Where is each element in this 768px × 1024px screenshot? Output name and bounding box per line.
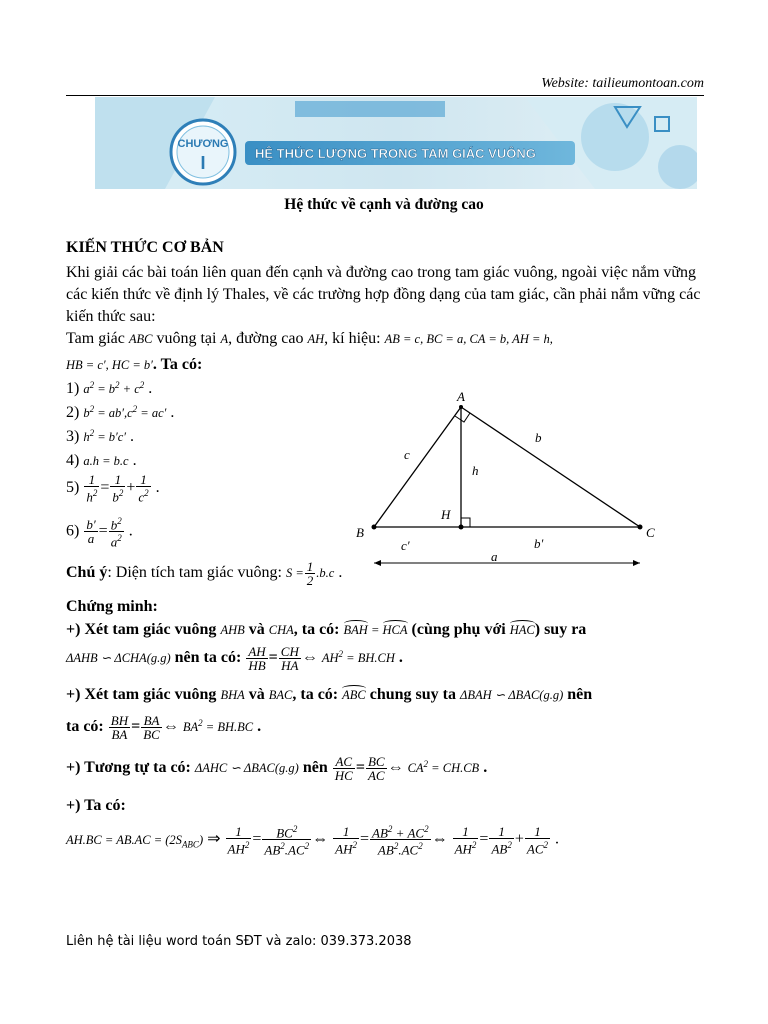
side-ac xyxy=(461,407,640,527)
website-url: Website: tailieumontoan.com xyxy=(541,76,704,91)
proof-3-line: +) Tương tự ta có: ΔAHC ∽ ΔBAC(g.g) nên $\frac{AC}{HC}$ = $\frac{BC}{AC}$ ⇔ $CA^2 = CH.CB$ . xyxy=(66,754,488,783)
page-title: Hệ thức về cạnh và đường cao xyxy=(284,196,484,213)
formula-1: 1) $a^2 = b^2 + c^2$ . xyxy=(66,380,153,398)
proof-4-result: $AH.BC = AB.AC = (2S_{ABC})$ ⇒ $\frac{1}{AH^2}$ = $\frac{BC^2}{AB^2.AC^2}$ ⇔ $\frac{1}{AH^2}$ = $\frac{AB^2 + AC^2}{AB^2.AC^2}$ ⇔ $\frac{1}{AH^2}$ = $\frac{1}{AB^2}$ + $\frac{1}{AC^2}$ . xyxy=(66,823,559,858)
label-side-a: a xyxy=(491,549,498,564)
right-triangle-figure xyxy=(340,385,670,575)
proof-1-line: +) Xét tam giác vuông AHB và CHA, ta có: BAH = HCA (cùng phụ với HAC) suy ra xyxy=(66,621,587,638)
banner-chapter-label: CHƯƠNG xyxy=(177,138,229,150)
formula-4: 4) a.h = b.c . xyxy=(66,452,137,469)
label-foot-h: H xyxy=(441,507,451,522)
intro-paragraph: Khi giải các bài toán liên quan đến cạnh và đường cao trong tam giác vuông, ngoài việc nắm vững các kiến thức về định lý Thales, về các trường hợp đồng dạng của tam giác, cần phải nắm vững các kiến thức sau: xyxy=(66,264,701,325)
label-vertex-a: A xyxy=(457,389,465,404)
proof-heading: Chứng minh: xyxy=(66,598,158,615)
right-angle-mark-a xyxy=(455,413,470,422)
footer-contact: Liên hệ tài liệu word toán SĐT và zalo: 039.373.2038 xyxy=(66,934,412,949)
section-heading: KIẾN THỨC CƠ BẢN xyxy=(66,239,224,256)
banner-chapter-number: I xyxy=(200,153,206,173)
chapter-banner xyxy=(95,97,697,189)
proof-2-result: ta có: $\frac{BH}{BA}$ = $\frac{BA}{BC}$ ⇔ $BA^2 = BH.BC$ . xyxy=(66,713,262,742)
header-divider xyxy=(66,95,704,96)
label-vertex-c: C xyxy=(646,525,655,540)
label-segment-b-prime: b′ xyxy=(534,536,544,551)
formula-3: 3) $h^2 = b'c'$ . xyxy=(66,428,135,446)
label-height-h: h xyxy=(472,463,479,478)
label-segment-c-prime: c′ xyxy=(401,538,410,553)
note-line: Chú ý: Diện tích tam giác vuông: S = $\frac{1}{2}$ .b.c . xyxy=(66,559,343,588)
formula-5: 5) $\frac{1}{h^2}$ = $\frac{1}{b^2}$ + $\frac{1}{c^2}$ . xyxy=(66,472,160,505)
setup-line: Tam giác ABC vuông tại A, đường cao AH, kí hiệu: AB = c, BC = a, CA = b, AH = h, xyxy=(66,330,553,347)
formula-2: 2) $b^2 = ab',c^2 = ac'$ . xyxy=(66,404,175,422)
label-vertex-b: B xyxy=(356,525,364,540)
proof-1-result: ΔAHB ∽ ΔCHA(g.g) nên ta có: $\frac{AH}{HB}$ = $\frac{CH}{HA}$ ⇔ $AH^2 = BH.CH$ . xyxy=(66,644,403,673)
banner-title: HỆ THỨC LƯỢNG TRONG TAM GIÁC VUÔNG xyxy=(255,146,536,161)
label-side-b: b xyxy=(535,430,542,445)
proof-4-heading: +) Ta có: xyxy=(66,797,126,814)
formula-6: 6) $\frac{b'}{a}$ = $\frac{b^2}{a^2}$ . xyxy=(66,516,133,550)
proof-2-line: +) Xét tam giác vuông BHA và BAC, ta có: ABC chung suy ta ΔBAH ∽ ΔBAC(g.g) nên xyxy=(66,686,593,703)
label-side-c: c xyxy=(404,447,410,462)
setup-line-2: HB = c′, HC = b′. Ta có: xyxy=(66,356,203,373)
